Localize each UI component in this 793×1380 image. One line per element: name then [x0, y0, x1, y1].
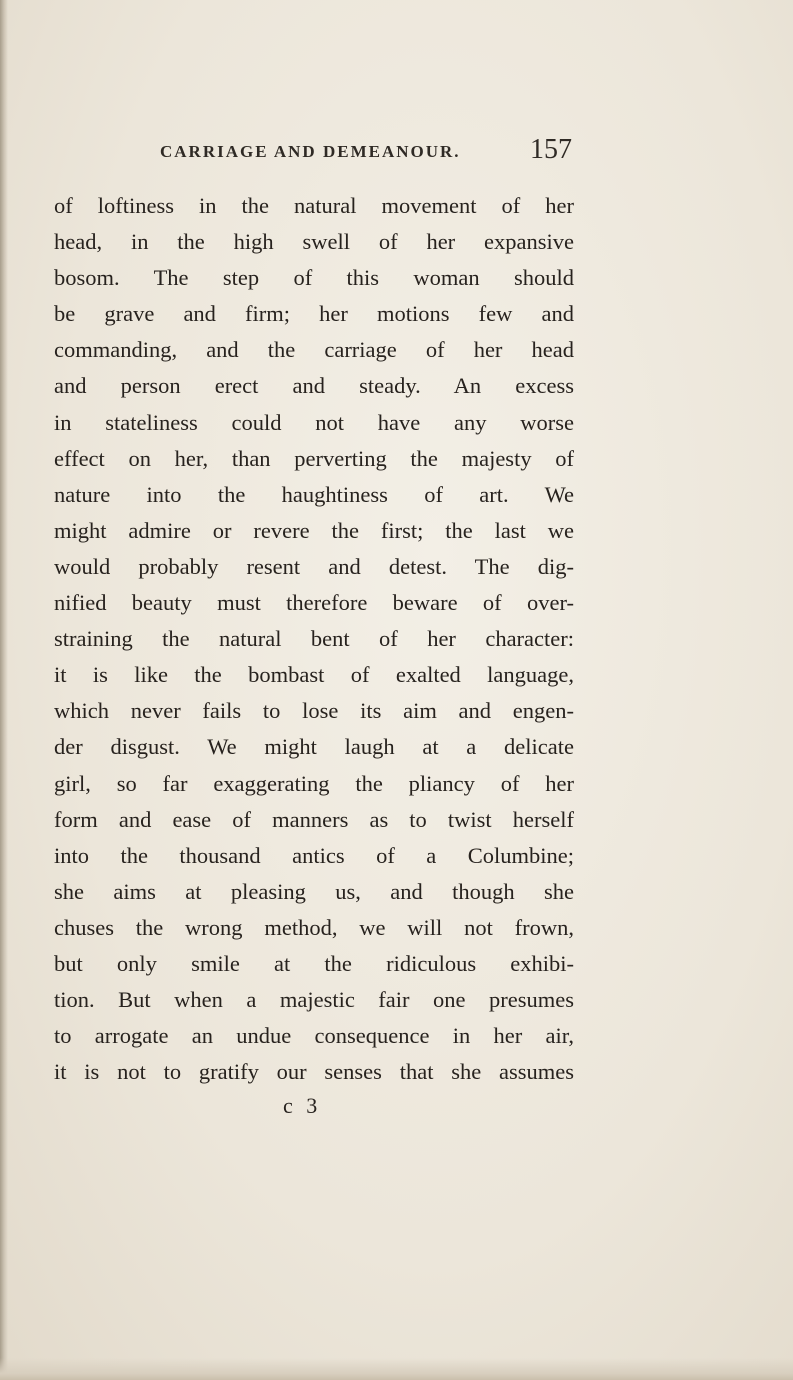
- text-line: to arrogate an undue consequence in her air,: [54, 1023, 574, 1049]
- text-line: would probably resent and detest. The dig-: [54, 553, 574, 579]
- text-line: but only smile at the ridiculous exhibi-: [54, 950, 574, 976]
- running-head: CARRIAGE AND DEMEANOUR.: [160, 142, 461, 161]
- page-bottom-edge: [0, 1358, 793, 1380]
- text-line: head, in the high swell of her expansive: [54, 229, 574, 255]
- text-line: she aims at pleasing us, and though she: [54, 878, 574, 904]
- text-line: der disgust. We might laugh at a delicate: [54, 734, 574, 760]
- text-line: which never fails to lose its aim and engen-: [54, 698, 574, 724]
- text-line: straining the natural bent of her character:: [54, 626, 574, 652]
- text-line: it is like the bombast of exalted language,: [54, 662, 574, 688]
- body-text: [54, 188, 574, 1090]
- text-line: chuses the wrong method, we will not frown,: [54, 914, 574, 940]
- signature-mark: c 3: [283, 1093, 322, 1118]
- text-line: and person erect and steady. An excess: [54, 373, 574, 399]
- text-line: might admire or revere the first; the last we: [54, 517, 574, 543]
- text-line: girl, so far exaggerating the pliancy of her: [54, 770, 574, 796]
- text-line: into the thousand antics of a Columbine;: [54, 842, 574, 868]
- page-spine-edge: [0, 0, 8, 1380]
- text-line: in stateliness could not have any worse: [54, 409, 574, 435]
- text-line: tion. But when a majestic fair one presumes: [54, 987, 574, 1013]
- text-line: nified beauty must therefore beware of over-: [54, 590, 574, 616]
- page-header: [0, 134, 793, 170]
- text-line: it is not to gratify our senses that she assumes: [54, 1059, 574, 1085]
- text-line: commanding, and the carriage of her head: [54, 337, 574, 363]
- text-line: form and ease of manners as to twist herself: [54, 806, 574, 832]
- text-line: of loftiness in the natural movement of her: [54, 193, 574, 218]
- page-number: 157: [530, 134, 572, 165]
- text-line: bosom. The step of this woman should: [54, 265, 574, 291]
- text-line: effect on her, than perverting the majesty of: [54, 445, 574, 471]
- text-line: nature into the haughtiness of art. We: [54, 481, 574, 507]
- text-line: be grave and firm; her motions few and: [54, 301, 574, 327]
